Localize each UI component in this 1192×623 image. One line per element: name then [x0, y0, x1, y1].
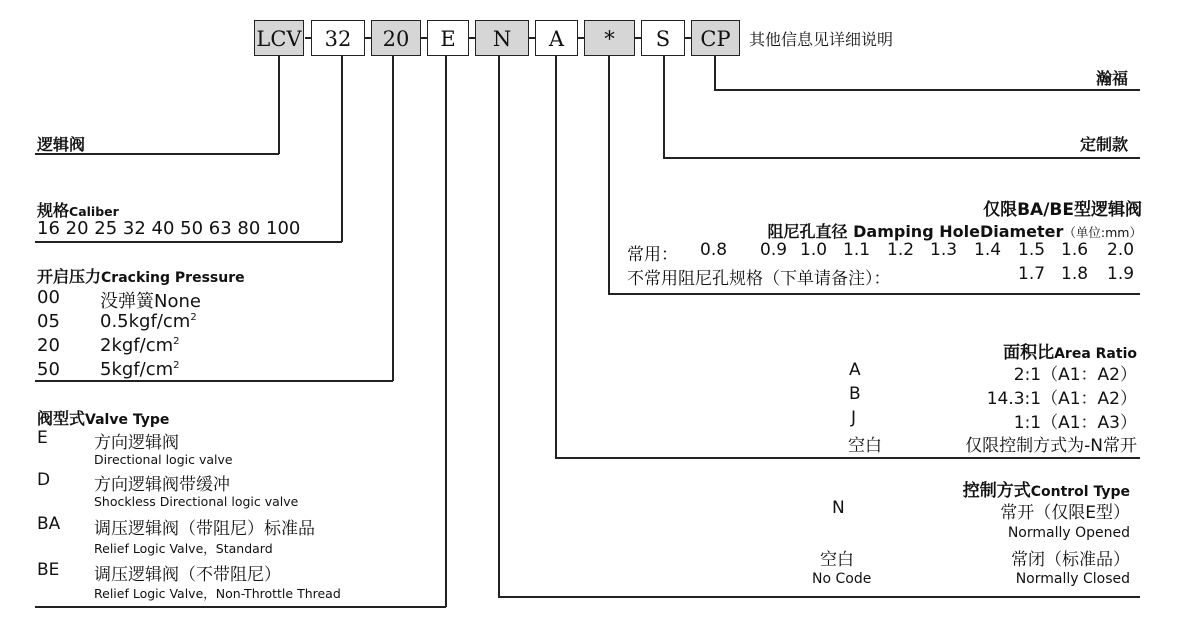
connector-line: [608, 56, 610, 294]
damping-uncommon-value: 1.8: [1061, 264, 1089, 284]
custom-label: 定制款: [1079, 135, 1128, 154]
damping-common-value: 1.3: [930, 240, 958, 260]
area-code: 空白: [848, 436, 882, 456]
area-title-cn: 面积比: [1003, 343, 1055, 363]
control-n-code: N: [832, 498, 845, 518]
area-code: A: [849, 360, 861, 380]
code-segment-pressure: 20: [371, 20, 421, 56]
connector-line: [555, 56, 557, 458]
damping-uncommon-label: 不常用阻尼孔规格（下单请备注）：: [627, 269, 891, 289]
valve-type-code: BE: [37, 560, 60, 580]
damping-title: 仅限BA/BE型逻辑阀: [983, 200, 1142, 220]
connector-line: [35, 241, 342, 243]
valve-type-cn: 方向逻辑阀带缓冲: [94, 475, 230, 495]
control-n-en: Normally Opened: [1007, 525, 1130, 541]
caliber-values: 16 20 25 32 40 50 63 80 100: [37, 218, 301, 239]
cracking-value-text: 5kgf/cm: [100, 359, 174, 380]
valve-type-code: BA: [37, 514, 61, 534]
connector-line: [498, 596, 1140, 598]
damping-uncommon-value: 1.9: [1107, 264, 1135, 284]
code-segment-damping: *: [584, 20, 635, 56]
cracking-value: 没弹簧None: [100, 291, 201, 312]
valve-type-en: Directional logic valve: [94, 452, 233, 467]
connector-line: [555, 457, 1140, 459]
cracking-code: 50: [37, 359, 60, 380]
connector-line: [608, 293, 1140, 295]
connector-line: [714, 56, 716, 90]
valve-type-en: Relief Logic Valve，Standard: [94, 541, 273, 556]
connector-line: [392, 56, 394, 381]
damping-common-value: 1.0: [800, 240, 828, 260]
area-code: J: [851, 408, 857, 428]
control-blank-code: 空白: [820, 550, 854, 570]
connector-line: [663, 56, 665, 158]
code-segment-lcv: LCV: [254, 20, 304, 56]
damping-subtitle-text: 阻尼孔直径 Damping HoleDiameter: [767, 222, 1064, 241]
cracking-value-text: 2kgf/cm: [100, 335, 174, 356]
valve-type-code: D: [37, 470, 51, 490]
cracking-value: [100, 359, 180, 380]
control-closed-en: Normally Closed: [1015, 571, 1130, 587]
area-code: B: [849, 384, 861, 404]
valve-type-title-cn: 阀型式: [37, 409, 86, 428]
cracking-value-sup: 2: [173, 336, 180, 347]
cracking-code: 20: [37, 335, 60, 356]
cracking-title-en: Cracking Pressure: [101, 270, 245, 286]
control-title-en: Control Type: [1030, 484, 1130, 500]
control-blank-sub: No Code: [812, 571, 872, 587]
damping-subtitle: [768, 219, 1142, 242]
valve-type-en: Shockless Directional logic valve: [94, 494, 299, 509]
caliber-title-cn: 规格: [37, 201, 70, 220]
connector-line: [35, 380, 393, 382]
area-value: 2:1（A1：A2）: [1013, 365, 1137, 385]
code-segment-valve-type: E: [427, 20, 469, 56]
cracking-value-sup: 2: [173, 360, 180, 371]
damping-common-label: 常用：: [627, 245, 678, 265]
damping-uncommon-value: 1.7: [1018, 264, 1046, 284]
cracking-title-cn: 开启压力: [37, 267, 102, 286]
connector-line: [278, 56, 280, 154]
code-segment-area: A: [535, 20, 578, 56]
damping-common-value: 1.4: [974, 240, 1002, 260]
cracking-title: [37, 264, 245, 287]
damping-common-value: 1.1: [843, 240, 871, 260]
connector-line: [714, 89, 1140, 91]
area-value: 14.3:1（A1：A2）: [986, 389, 1137, 409]
logic-valve-label: 逻辑阀: [37, 135, 86, 154]
code-segment-control: N: [475, 20, 529, 56]
valve-type-cn: 调压逻辑阀（不带阻尼）: [94, 565, 281, 585]
code-note: 其他信息见详细说明: [749, 30, 894, 49]
valve-type-title: [37, 406, 169, 429]
area-value: 1:1（A1：A3）: [1013, 413, 1137, 433]
connector-line: [341, 56, 343, 242]
valve-type-code: E: [37, 428, 48, 448]
area-value: 仅限控制方式为-N常开: [965, 436, 1137, 456]
connector-line: [663, 157, 1140, 159]
valve-type-title-en: Valve Type: [85, 412, 170, 428]
damping-common-value: 2.0: [1107, 240, 1135, 260]
valve-type-cn: 方向逻辑阀: [94, 433, 179, 453]
cracking-value-sup: 2: [190, 312, 197, 323]
connector-line: [35, 606, 446, 608]
control-n-cn: 常开（仅限E型）: [1000, 503, 1130, 523]
connector-line: [445, 56, 447, 607]
cracking-value: [100, 335, 180, 356]
damping-common-value: 1.5: [1018, 240, 1046, 260]
valve-type-cn: 调压逻辑阀（带阻尼）标准品: [94, 519, 315, 539]
connector-line: [498, 56, 500, 597]
cracking-value-text: 0.5kgf/cm: [100, 311, 191, 332]
cracking-code: 05: [37, 311, 60, 332]
damping-common-value: 0.9: [760, 240, 788, 260]
damping-common-value: 1.2: [887, 240, 915, 260]
code-segment-custom: S: [641, 20, 685, 56]
valve-type-en: Relief Logic Valve，Non-Throttle Thread: [94, 586, 341, 601]
control-title-cn: 控制方式: [962, 481, 1031, 501]
hanfu-label: 瀚福: [1095, 69, 1128, 88]
code-segment-hanfu: CP: [691, 20, 740, 56]
damping-common-value: 1.6: [1061, 240, 1089, 260]
control-closed-cn: 常闭（标准品）: [1011, 550, 1130, 570]
cracking-code: 00: [37, 287, 60, 308]
damping-common-value: 0.8: [700, 240, 728, 260]
cracking-value: [100, 311, 197, 332]
caliber-title-en: Caliber: [69, 204, 119, 219]
code-segment-caliber: 32: [311, 20, 365, 56]
damping-unit: （单位:mm）: [1063, 225, 1142, 240]
area-title-en: Area Ratio: [1054, 346, 1137, 362]
